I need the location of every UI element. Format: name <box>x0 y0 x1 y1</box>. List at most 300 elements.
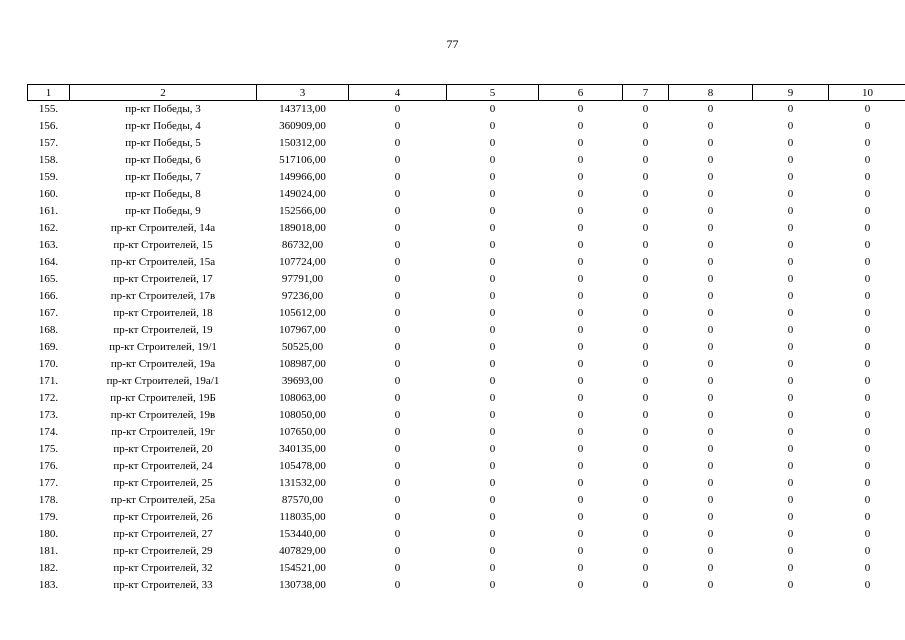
value-cell: 0 <box>577 375 584 387</box>
value-cell: 0 <box>787 307 794 319</box>
value-cell: 0 <box>489 426 496 438</box>
value-cell: 0 <box>787 103 794 115</box>
address-cell: пр-кт Победы, 3 <box>125 103 201 115</box>
row-number-cell: 160. <box>38 188 59 200</box>
value-cell: 0 <box>577 358 584 370</box>
value-cell: 0 <box>642 188 649 200</box>
table-row <box>28 152 905 169</box>
row-number-cell: 183. <box>38 579 59 591</box>
amount-cell: 107967,00 <box>279 324 326 336</box>
value-cell: 0 <box>707 256 714 268</box>
value-cell: 0 <box>864 273 871 285</box>
value-cell: 0 <box>864 188 871 200</box>
value-cell: 0 <box>489 256 496 268</box>
value-cell: 0 <box>394 562 401 574</box>
value-cell: 0 <box>864 137 871 149</box>
amount-cell: 105612,00 <box>279 307 326 319</box>
value-cell: 0 <box>787 358 794 370</box>
address-cell: пр-кт Строителей, 17в <box>110 290 216 302</box>
table-row <box>28 509 905 526</box>
amount-cell: 105478,00 <box>279 460 326 472</box>
amount-cell: 86732,00 <box>281 239 324 251</box>
value-cell: 0 <box>577 239 584 251</box>
value-cell: 0 <box>864 358 871 370</box>
value-cell: 0 <box>787 171 794 183</box>
address-cell: пр-кт Строителей, 29 <box>113 545 213 557</box>
value-cell: 0 <box>489 528 496 540</box>
value-cell: 0 <box>864 460 871 472</box>
value-cell: 0 <box>489 137 496 149</box>
value-cell: 0 <box>577 443 584 455</box>
amount-cell: 108050,00 <box>279 409 326 421</box>
value-cell: 0 <box>394 222 401 234</box>
value-cell: 0 <box>489 358 496 370</box>
row-number-cell: 176. <box>38 460 59 472</box>
column-header: 9 <box>753 85 829 101</box>
value-cell: 0 <box>707 392 714 404</box>
value-cell: 0 <box>707 443 714 455</box>
value-cell: 0 <box>642 137 649 149</box>
address-cell: пр-кт Победы, 6 <box>125 154 201 166</box>
value-cell: 0 <box>642 103 649 115</box>
value-cell: 0 <box>642 222 649 234</box>
value-cell: 0 <box>642 511 649 523</box>
amount-cell: 517106,00 <box>279 154 326 166</box>
value-cell: 0 <box>394 528 401 540</box>
value-cell: 0 <box>394 290 401 302</box>
amount-cell: 153440,00 <box>279 528 326 540</box>
address-cell: пр-кт Строителей, 25а <box>110 494 216 506</box>
value-cell: 0 <box>642 239 649 251</box>
amount-cell: 97236,00 <box>281 290 324 302</box>
value-cell: 0 <box>394 154 401 166</box>
value-cell: 0 <box>787 120 794 132</box>
amount-cell: 150312,00 <box>279 137 326 149</box>
value-cell: 0 <box>577 477 584 489</box>
value-cell: 0 <box>394 188 401 200</box>
value-cell: 0 <box>787 239 794 251</box>
value-cell: 0 <box>787 409 794 421</box>
value-cell: 0 <box>642 273 649 285</box>
value-cell: 0 <box>642 494 649 506</box>
value-cell: 0 <box>489 120 496 132</box>
row-number-cell: 177. <box>38 477 59 489</box>
column-header: 8 <box>669 85 753 101</box>
value-cell: 0 <box>864 324 871 336</box>
value-cell: 0 <box>489 324 496 336</box>
value-cell: 0 <box>707 511 714 523</box>
value-cell: 0 <box>707 460 714 472</box>
value-cell: 0 <box>787 154 794 166</box>
address-cell: пр-кт Строителей, 15а <box>110 256 216 268</box>
value-cell: 0 <box>489 205 496 217</box>
value-cell: 0 <box>577 205 584 217</box>
value-cell: 0 <box>864 426 871 438</box>
value-cell: 0 <box>394 477 401 489</box>
value-cell: 0 <box>864 256 871 268</box>
value-cell: 0 <box>489 545 496 557</box>
table-row <box>28 203 905 220</box>
value-cell: 0 <box>577 409 584 421</box>
value-cell: 0 <box>707 273 714 285</box>
value-cell: 0 <box>864 562 871 574</box>
value-cell: 0 <box>394 426 401 438</box>
amount-cell: 107724,00 <box>279 256 326 268</box>
value-cell: 0 <box>394 103 401 115</box>
table-row <box>28 135 905 152</box>
value-cell: 0 <box>707 341 714 353</box>
value-cell: 0 <box>489 103 496 115</box>
value-cell: 0 <box>394 239 401 251</box>
table-row <box>28 373 905 390</box>
value-cell: 0 <box>489 188 496 200</box>
address-cell: пр-кт Строителей, 25 <box>113 477 213 489</box>
value-cell: 0 <box>707 562 714 574</box>
value-cell: 0 <box>707 528 714 540</box>
value-cell: 0 <box>787 545 794 557</box>
row-number-cell: 168. <box>38 324 59 336</box>
value-cell: 0 <box>864 239 871 251</box>
value-cell: 0 <box>864 154 871 166</box>
value-cell: 0 <box>394 375 401 387</box>
value-cell: 0 <box>642 171 649 183</box>
value-cell: 0 <box>787 460 794 472</box>
value-cell: 0 <box>707 154 714 166</box>
amount-cell: 154521,00 <box>279 562 326 574</box>
value-cell: 0 <box>489 562 496 574</box>
address-cell: пр-кт Строителей, 19/1 <box>109 341 217 353</box>
amount-cell: 189018,00 <box>279 222 326 234</box>
value-cell: 0 <box>577 341 584 353</box>
row-number-cell: 164. <box>38 256 59 268</box>
value-cell: 0 <box>577 188 584 200</box>
value-cell: 0 <box>577 460 584 472</box>
value-cell: 0 <box>577 154 584 166</box>
address-cell: пр-кт Строителей, 19 <box>113 324 213 336</box>
value-cell: 0 <box>707 239 714 251</box>
column-header: 10 <box>829 85 905 101</box>
row-number-cell: 178. <box>38 494 59 506</box>
value-cell: 0 <box>707 494 714 506</box>
value-cell: 0 <box>864 511 871 523</box>
table-row <box>28 526 905 543</box>
row-number-cell: 161. <box>38 205 59 217</box>
address-cell: пр-кт Строителей, 19а <box>110 358 216 370</box>
value-cell: 0 <box>394 324 401 336</box>
value-cell: 0 <box>864 205 871 217</box>
value-cell: 0 <box>642 545 649 557</box>
address-cell: пр-кт Строителей, 26 <box>113 511 213 523</box>
value-cell: 0 <box>642 409 649 421</box>
value-cell: 0 <box>642 154 649 166</box>
row-number-cell: 156. <box>38 120 59 132</box>
value-cell: 0 <box>787 375 794 387</box>
value-cell: 0 <box>642 205 649 217</box>
address-cell: пр-кт Строителей, 18 <box>113 307 213 319</box>
value-cell: 0 <box>577 290 584 302</box>
table-row <box>28 288 905 305</box>
value-cell: 0 <box>577 392 584 404</box>
value-cell: 0 <box>787 494 794 506</box>
amount-cell: 118035,00 <box>279 511 326 523</box>
row-number-cell: 182. <box>38 562 59 574</box>
value-cell: 0 <box>394 307 401 319</box>
value-cell: 0 <box>489 494 496 506</box>
value-cell: 0 <box>707 290 714 302</box>
value-cell: 0 <box>577 324 584 336</box>
value-cell: 0 <box>707 426 714 438</box>
value-cell: 0 <box>787 579 794 591</box>
row-number-cell: 179. <box>38 511 59 523</box>
value-cell: 0 <box>707 358 714 370</box>
data-table <box>27 84 905 594</box>
value-cell: 0 <box>394 409 401 421</box>
value-cell: 0 <box>707 205 714 217</box>
value-cell: 0 <box>489 171 496 183</box>
value-cell: 0 <box>489 511 496 523</box>
value-cell: 0 <box>394 341 401 353</box>
value-cell: 0 <box>489 375 496 387</box>
value-cell: 0 <box>864 375 871 387</box>
value-cell: 0 <box>864 103 871 115</box>
value-cell: 0 <box>787 290 794 302</box>
value-cell: 0 <box>577 307 584 319</box>
value-cell: 0 <box>787 273 794 285</box>
value-cell: 0 <box>642 477 649 489</box>
value-cell: 0 <box>394 205 401 217</box>
value-cell: 0 <box>577 528 584 540</box>
value-cell: 0 <box>787 477 794 489</box>
row-number-cell: 163. <box>38 239 59 251</box>
table-row <box>28 254 905 271</box>
value-cell: 0 <box>787 392 794 404</box>
row-number-cell: 166. <box>38 290 59 302</box>
value-cell: 0 <box>642 290 649 302</box>
row-number-cell: 174. <box>38 426 59 438</box>
address-cell: пр-кт Строителей, 19в <box>110 409 216 421</box>
value-cell: 0 <box>394 120 401 132</box>
value-cell: 0 <box>787 511 794 523</box>
value-cell: 0 <box>489 341 496 353</box>
address-cell: пр-кт Строителей, 19Б <box>110 392 216 404</box>
column-header: 7 <box>623 85 669 101</box>
address-cell: пр-кт Строителей, 15 <box>113 239 213 251</box>
amount-cell: 152566,00 <box>279 205 326 217</box>
value-cell: 0 <box>489 307 496 319</box>
amount-cell: 149024,00 <box>279 188 326 200</box>
value-cell: 0 <box>394 511 401 523</box>
row-number-cell: 181. <box>38 545 59 557</box>
table-row <box>28 356 905 373</box>
value-cell: 0 <box>642 460 649 472</box>
amount-cell: 108987,00 <box>279 358 326 370</box>
page-number: 77 <box>446 37 459 51</box>
value-cell: 0 <box>707 579 714 591</box>
value-cell: 0 <box>489 392 496 404</box>
amount-cell: 39693,00 <box>281 375 324 387</box>
value-cell: 0 <box>707 188 714 200</box>
value-cell: 0 <box>394 494 401 506</box>
value-cell: 0 <box>394 273 401 285</box>
value-cell: 0 <box>864 222 871 234</box>
value-cell: 0 <box>707 103 714 115</box>
table-row <box>28 492 905 509</box>
value-cell: 0 <box>787 324 794 336</box>
value-cell: 0 <box>787 426 794 438</box>
amount-cell: 87570,00 <box>281 494 324 506</box>
address-cell: пр-кт Победы, 8 <box>125 188 201 200</box>
value-cell: 0 <box>707 171 714 183</box>
value-cell: 0 <box>787 188 794 200</box>
value-cell: 0 <box>707 222 714 234</box>
value-cell: 0 <box>642 528 649 540</box>
value-cell: 0 <box>864 528 871 540</box>
table-row <box>28 101 905 119</box>
value-cell: 0 <box>642 375 649 387</box>
address-cell: пр-кт Строителей, 27 <box>113 528 213 540</box>
column-header: 2 <box>70 85 257 101</box>
address-cell: пр-кт Строителей, 33 <box>113 579 213 591</box>
table-row <box>28 543 905 560</box>
value-cell: 0 <box>707 409 714 421</box>
value-cell: 0 <box>707 137 714 149</box>
address-cell: пр-кт Строителей, 14а <box>110 222 216 234</box>
value-cell: 0 <box>642 358 649 370</box>
value-cell: 0 <box>787 205 794 217</box>
value-cell: 0 <box>864 120 871 132</box>
address-cell: пр-кт Строителей, 20 <box>113 443 213 455</box>
address-cell: пр-кт Строителей, 32 <box>113 562 213 574</box>
table-body <box>28 101 905 595</box>
value-cell: 0 <box>577 273 584 285</box>
value-cell: 0 <box>864 477 871 489</box>
amount-cell: 97791,00 <box>281 273 324 285</box>
value-cell: 0 <box>787 256 794 268</box>
value-cell: 0 <box>394 392 401 404</box>
row-number-cell: 158. <box>38 154 59 166</box>
value-cell: 0 <box>489 239 496 251</box>
value-cell: 0 <box>577 120 584 132</box>
value-cell: 0 <box>864 443 871 455</box>
value-cell: 0 <box>577 426 584 438</box>
value-cell: 0 <box>642 256 649 268</box>
value-cell: 0 <box>394 171 401 183</box>
value-cell: 0 <box>864 171 871 183</box>
amount-cell: 50525,00 <box>281 341 324 353</box>
table-row <box>28 118 905 135</box>
amount-cell: 108063,00 <box>279 392 326 404</box>
value-cell: 0 <box>577 511 584 523</box>
row-number-cell: 175. <box>38 443 59 455</box>
table-row <box>28 407 905 424</box>
table-row <box>28 220 905 237</box>
value-cell: 0 <box>864 307 871 319</box>
value-cell: 0 <box>642 426 649 438</box>
column-header: 5 <box>447 85 539 101</box>
value-cell: 0 <box>489 290 496 302</box>
value-cell: 0 <box>489 154 496 166</box>
column-header: 6 <box>539 85 623 101</box>
value-cell: 0 <box>394 460 401 472</box>
column-header: 4 <box>349 85 447 101</box>
address-cell: пр-кт Строителей, 19г <box>111 426 215 438</box>
value-cell: 0 <box>707 324 714 336</box>
row-number-cell: 165. <box>38 273 59 285</box>
value-cell: 0 <box>864 409 871 421</box>
row-number-cell: 155. <box>38 103 59 115</box>
row-number-cell: 180. <box>38 528 59 540</box>
value-cell: 0 <box>394 137 401 149</box>
value-cell: 0 <box>642 562 649 574</box>
table-row <box>28 322 905 339</box>
value-cell: 0 <box>577 171 584 183</box>
amount-cell: 131532,00 <box>279 477 326 489</box>
table-row <box>28 339 905 356</box>
header-row <box>28 85 905 101</box>
value-cell: 0 <box>577 256 584 268</box>
address-cell: пр-кт Победы, 9 <box>125 205 201 217</box>
row-number-cell: 173. <box>38 409 59 421</box>
table-row <box>28 237 905 254</box>
value-cell: 0 <box>489 460 496 472</box>
column-header: 1 <box>28 85 70 101</box>
row-number-cell: 167. <box>38 307 59 319</box>
value-cell: 0 <box>707 477 714 489</box>
value-cell: 0 <box>489 477 496 489</box>
value-cell: 0 <box>394 443 401 455</box>
value-cell: 0 <box>489 409 496 421</box>
row-number-cell: 171. <box>38 375 59 387</box>
value-cell: 0 <box>394 256 401 268</box>
table-row <box>28 441 905 458</box>
value-cell: 0 <box>577 494 584 506</box>
amount-cell: 143713,00 <box>279 103 326 115</box>
amount-cell: 340135,00 <box>279 443 326 455</box>
table-row <box>28 424 905 441</box>
row-number-cell: 157. <box>38 137 59 149</box>
value-cell: 0 <box>864 392 871 404</box>
value-cell: 0 <box>864 341 871 353</box>
amount-cell: 407829,00 <box>279 545 326 557</box>
row-number-cell: 162. <box>38 222 59 234</box>
value-cell: 0 <box>864 579 871 591</box>
table-row <box>28 577 905 594</box>
table-row <box>28 271 905 288</box>
table-row <box>28 458 905 475</box>
amount-cell: 130738,00 <box>279 579 326 591</box>
value-cell: 0 <box>394 545 401 557</box>
value-cell: 0 <box>642 307 649 319</box>
value-cell: 0 <box>577 137 584 149</box>
row-number-cell: 169. <box>38 341 59 353</box>
value-cell: 0 <box>787 562 794 574</box>
value-cell: 0 <box>577 545 584 557</box>
value-cell: 0 <box>707 545 714 557</box>
value-cell: 0 <box>577 579 584 591</box>
value-cell: 0 <box>787 443 794 455</box>
table-row <box>28 390 905 407</box>
value-cell: 0 <box>394 579 401 591</box>
value-cell: 0 <box>577 562 584 574</box>
value-cell: 0 <box>642 392 649 404</box>
table-row <box>28 475 905 492</box>
value-cell: 0 <box>864 494 871 506</box>
value-cell: 0 <box>577 103 584 115</box>
value-cell: 0 <box>489 579 496 591</box>
value-cell: 0 <box>642 341 649 353</box>
table-row <box>28 560 905 577</box>
value-cell: 0 <box>489 273 496 285</box>
